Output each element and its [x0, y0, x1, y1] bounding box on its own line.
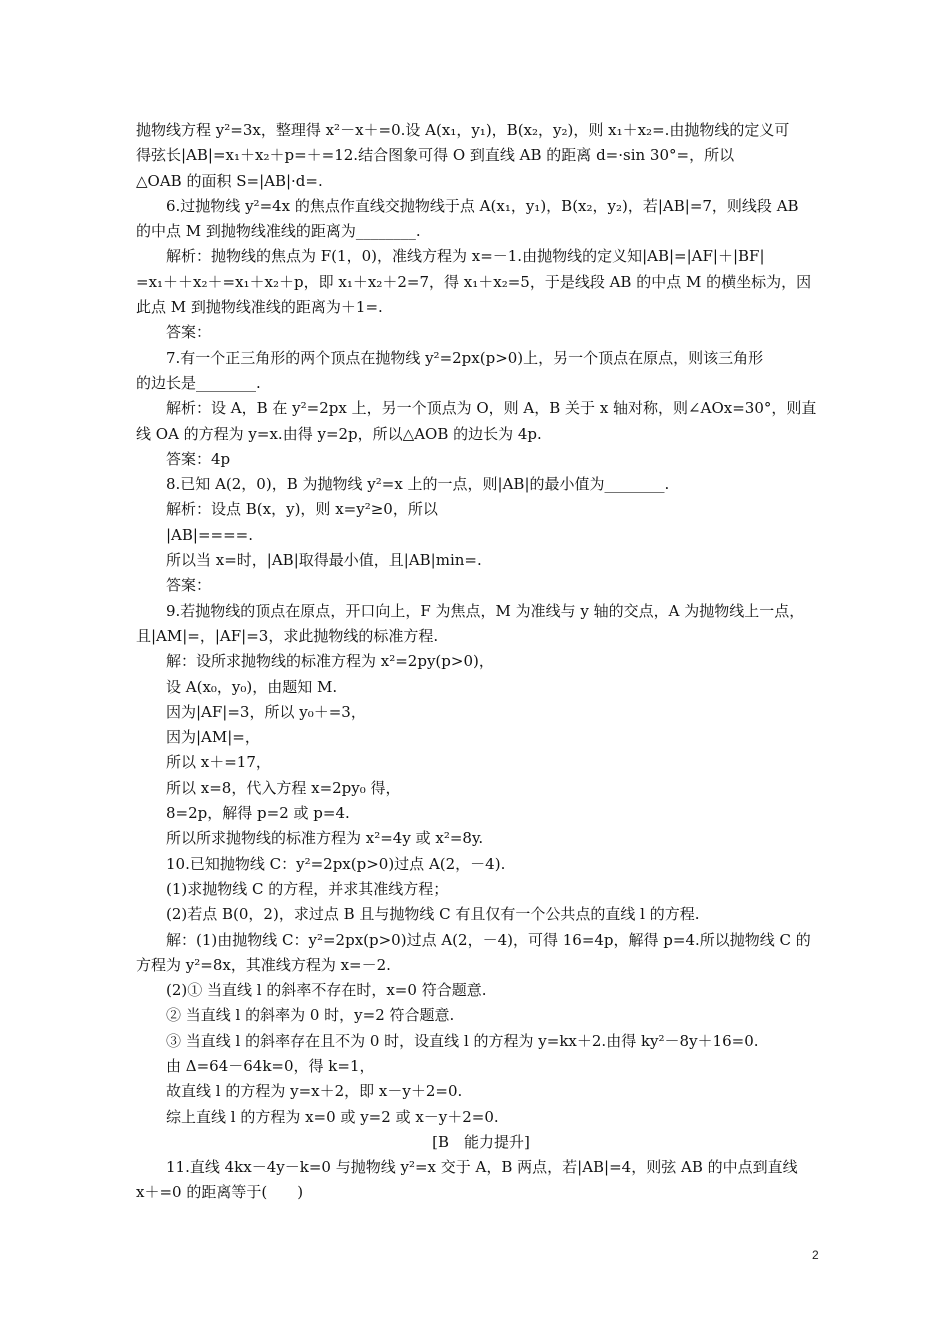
text-line: 解析：设 A，B 在 y²=2px 上，另一个顶点为 O，则 A，B 关于 x 轴对称，则∠AOx=30°，则直 [166, 399, 817, 418]
text-line: 答案： [166, 323, 212, 342]
text-line: 9.若抛物线的顶点在原点，开口向上，F 为焦点，M 为准线与 y 轴的交点，A 为抛物线上一点， [166, 601, 805, 620]
text-line: △OAB 的面积 S=|AB|·d=. [136, 171, 323, 190]
text-line: 所以所求抛物线的标准方程为 x²=4y 或 x²=8y. [166, 829, 484, 848]
text-line: 且|AM|=，|AF|=3，求此抛物线的标准方程. [136, 626, 439, 645]
text-line: ③ 当直线 l 的斜率存在且不为 0 时，设直线 l 的方程为 y=kx＋2.由得 ky²－8y＋16=0. [166, 1031, 759, 1050]
text-line: 答案：4p [166, 449, 231, 468]
text-line: 方程为 y²=8x，其准线方程为 x=－2. [136, 955, 391, 974]
document-body [136, 118, 826, 1206]
text-line: 所以当 x=时，|AB|取得最小值，且|AB|min=. [166, 551, 482, 570]
text-line: (1)求抛物线 C 的方程，并求其准线方程； [166, 879, 449, 898]
text-line: 所以 x＋=17， [166, 753, 271, 772]
text-line: 8=2p，解得 p=2 或 p=4. [166, 804, 350, 823]
text-line: 线 OA 的方程为 y=x.由得 y=2p，所以△AOB 的边长为 4p. [136, 424, 542, 443]
text-line: 的边长是________. [136, 373, 261, 392]
text-line: 综上直线 l 的方程为 x=0 或 y=2 或 x－y＋2=0. [166, 1107, 499, 1126]
text-line: 抛物线方程 y²=3x，整理得 x²－x＋=0.设 A(x₁，y₁)，B(x₂，y₂)，则 x₁＋x₂=.由抛物线的定义可 [136, 121, 790, 139]
text-line: 7.有一个正三角形的两个顶点在抛物线 y²=2px(p>0)上，另一个顶点在原点，则该三角形 [166, 348, 764, 367]
text-line: 答案： [166, 576, 212, 595]
text-line: 得弦长|AB|=x₁＋x₂＋p=＋=12.结合图象可得 O 到直线 AB 的距离 d=·sin 30°=，所以 [136, 146, 735, 165]
text-line: 因为|AM|=， [166, 728, 260, 747]
text-line: |AB|====. [166, 525, 254, 544]
text-line: (2)若点 B(0，2)，求过点 B 且与抛物线 C 有且仅有一个公共点的直线 l 的方程. [166, 905, 700, 924]
text-line: 解：设所求抛物线的标准方程为 x²=2py(p>0)， [166, 652, 494, 671]
text-line: 解析：抛物线的焦点为 F(1，0)，准线方程为 x=－1.由抛物线的定义知|AB|=|AF|＋|BF| [166, 247, 765, 266]
text-line: 11.直线 4kx－4y－k=0 与抛物线 y²=x 交于 A，B 两点，若|AB|=4，则弦 AB 的中点到直线 [166, 1158, 798, 1177]
text-line: 8.已知 A(2，0)，B 为抛物线 y²=x 上的一点，则|AB|的最小值为________. [166, 475, 670, 494]
text-line: 的中点 M 到抛物线准线的距离为________. [136, 222, 421, 241]
text-line: 解：(1)由抛物线 C：y²=2px(p>0)过点 A(2，－4)，可得 16=4p，解得 p=4.所以抛物线 C 的 [166, 930, 811, 949]
text-line: 所以 x=8，代入方程 x=2py₀ 得， [166, 778, 401, 797]
page-number: 2 [812, 1248, 819, 1262]
text-line: 由 Δ=64－64k=0，得 k=1， [166, 1056, 375, 1075]
text-line: x＋=0 的距离等于( ) [136, 1183, 304, 1202]
text-line: 因为|AF|=3，所以 y₀＋=3， [166, 702, 366, 721]
text-line: 故直线 l 的方程为 y=x＋2，即 x－y＋2=0. [166, 1082, 463, 1101]
text-line: (2)① 当直线 l 的斜率不存在时，x=0 符合题意. [166, 981, 487, 1000]
text-line: =x₁＋＋x₂＋=x₁＋x₂＋p，即 x₁＋x₂＋2=7，得 x₁＋x₂=5，于是线段 AB 的中点 M 的横坐标为，因 [136, 272, 812, 291]
text-line: ② 当直线 l 的斜率为 0 时，y=2 符合题意. [166, 1006, 455, 1025]
text-line: 解析：设点 B(x，y)，则 x=y²≥0，所以 [166, 500, 438, 519]
section-heading: [B 能力提升] [432, 1132, 530, 1151]
text-line: 10.已知抛物线 C：y²=2px(p>0)过点 A(2，－4). [166, 854, 506, 873]
text-line: 6.过抛物线 y²=4x 的焦点作直线交抛物线于点 A(x₁，y₁)，B(x₂，y₂)，若|AB|=7，则线段 AB [166, 196, 799, 215]
text-line: 此点 M 到抛物线准线的距离为＋1=. [136, 298, 383, 317]
text-line: 设 A(x₀，y₀)，由题知 M. [166, 677, 338, 696]
